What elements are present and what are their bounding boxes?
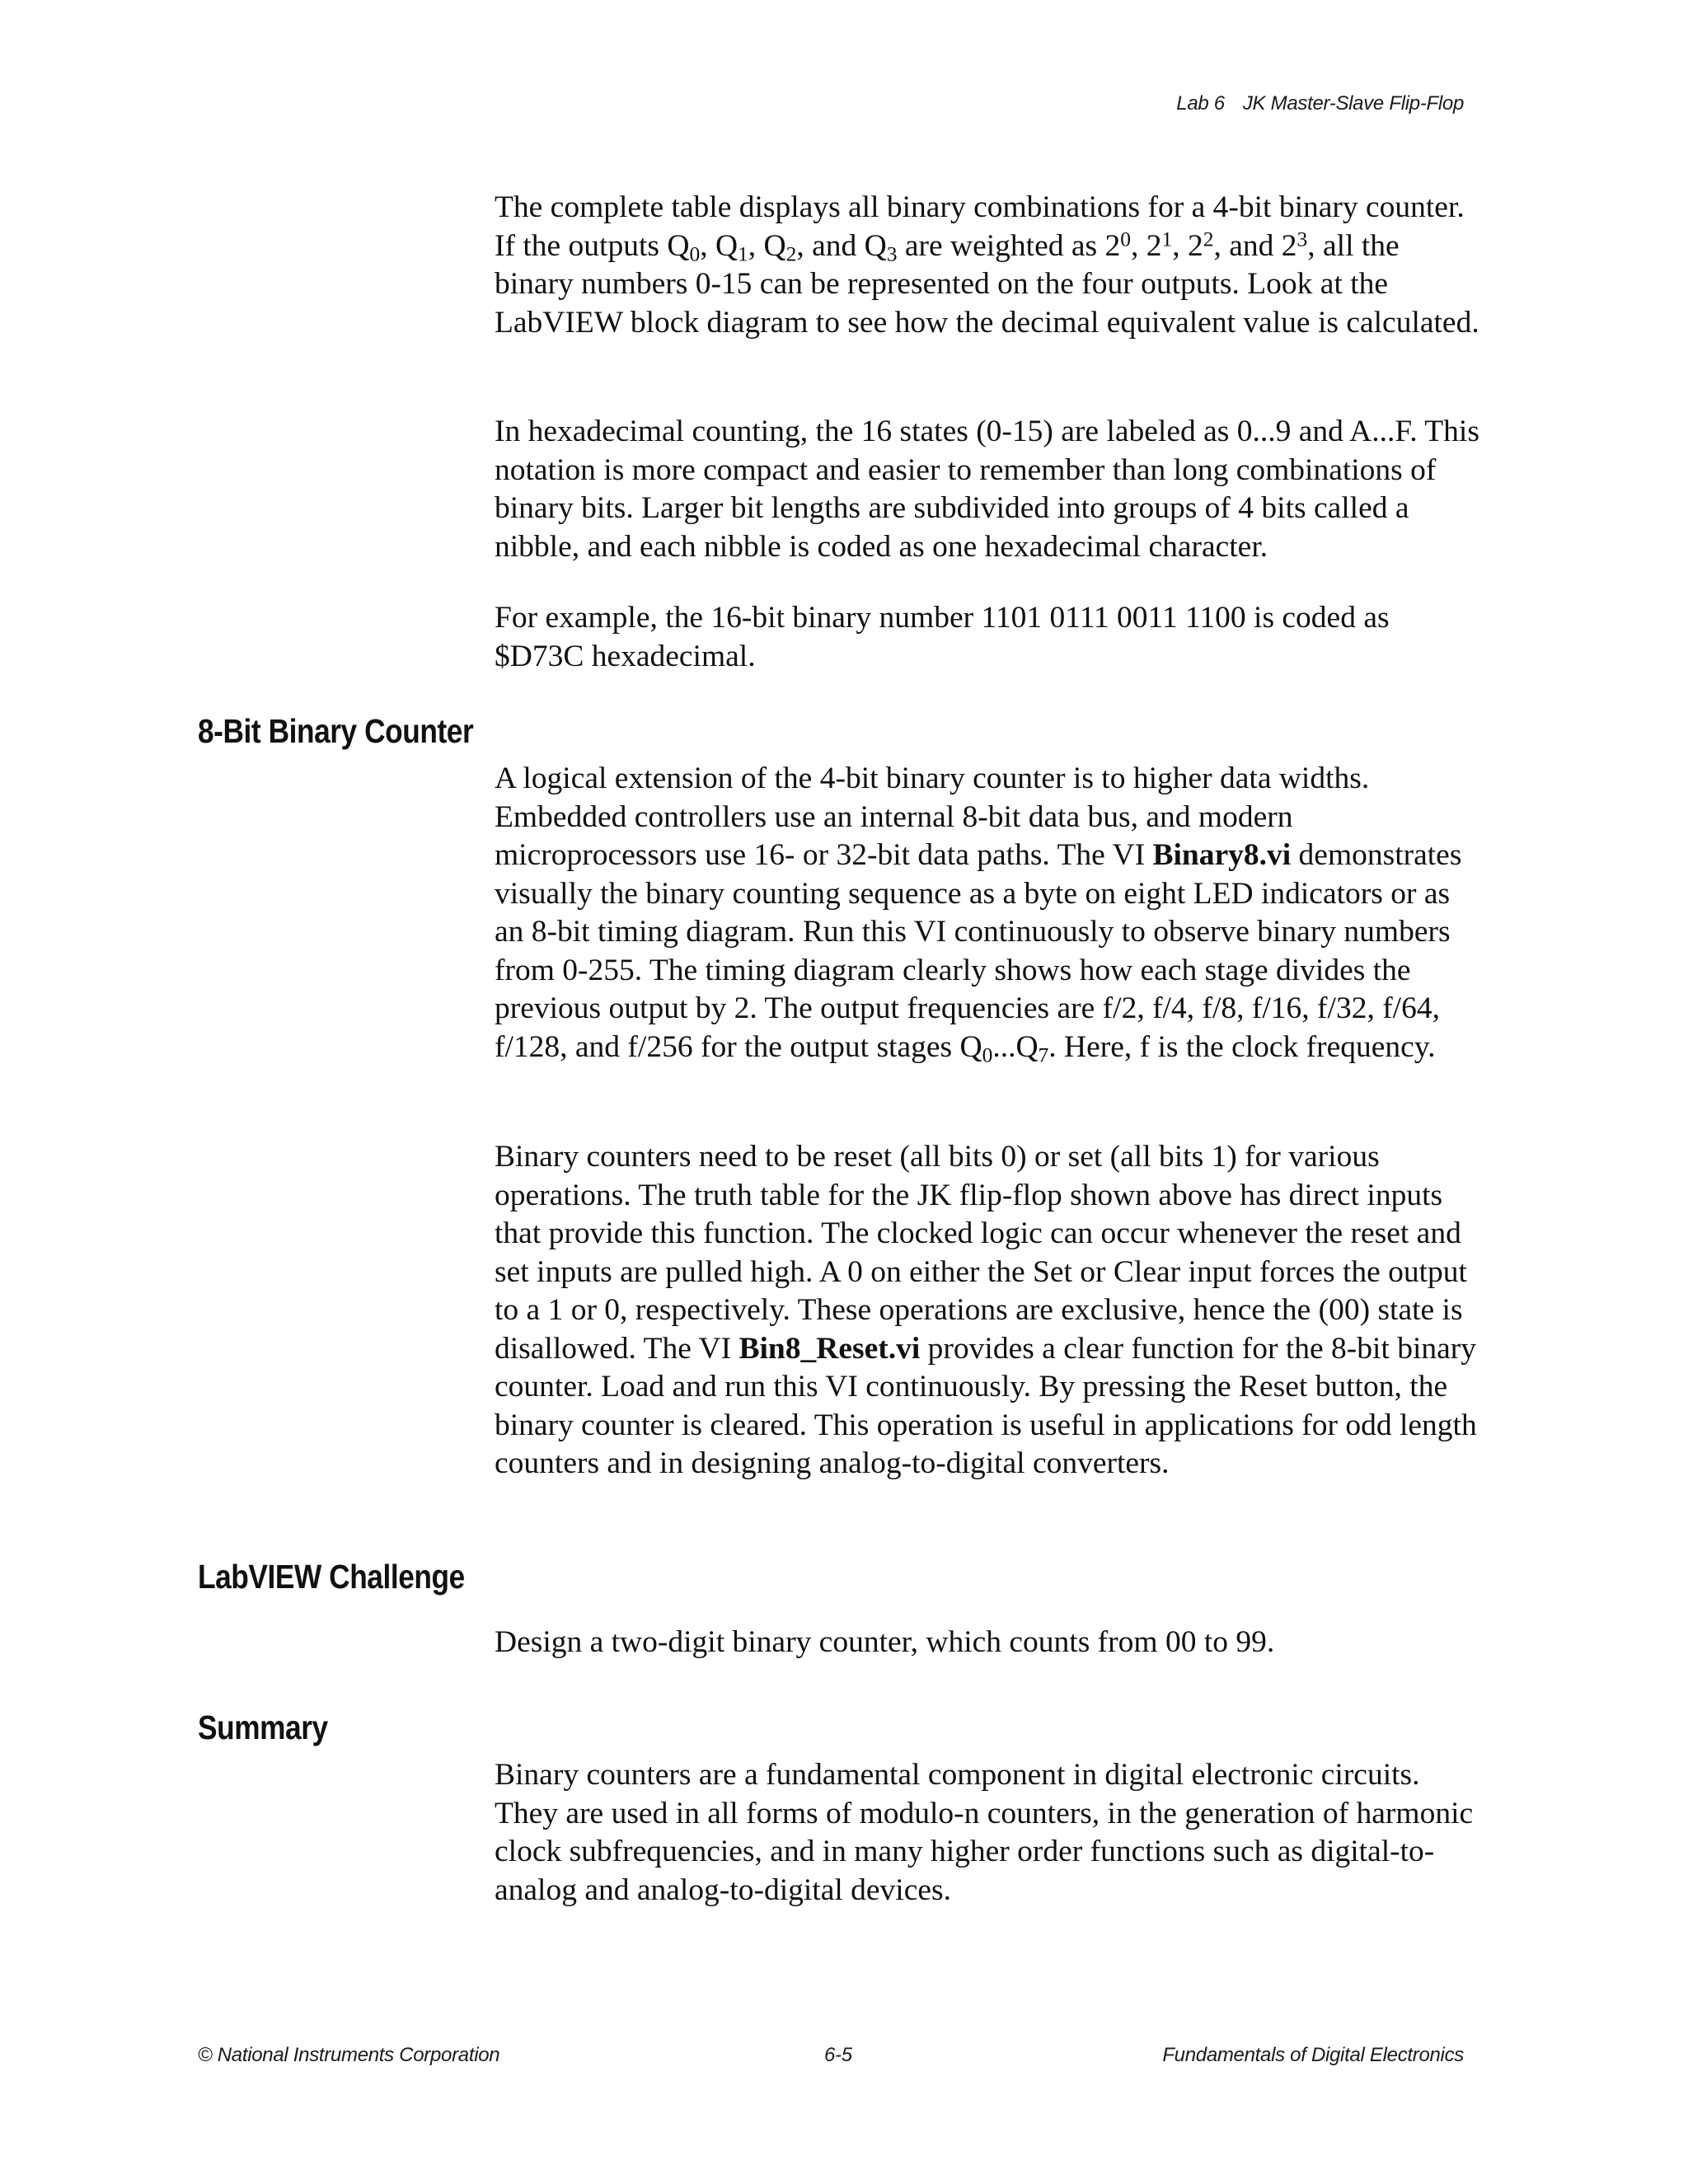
8bit-paragraph-2	[495, 1138, 1484, 1483]
footer-copyright: © National Instruments Corporation	[198, 2044, 500, 2066]
superscript: 1	[1161, 227, 1173, 251]
paragraph-text: In hexadecimal counting, the 16 states (0-15) are labeled as 0...9 and A...F. This notation is more compact and easier to remember than long combinations of binary bits. Larger bit lengths are subdivided into groups of 4 bits called a nibble, and each nibble is coded as one hexadecimal character.	[495, 415, 1479, 564]
text-run: are weighted as 2	[897, 228, 1121, 263]
intro-paragraph-2	[495, 413, 1484, 566]
text-run: provides a clear function for the 8-bit binary counter. Load and run this VI continuously. By pressing the Reset button, the binary counter is cleared. This operation is useful in applications for odd length counters and in designing analog-to-digital converters.	[495, 1331, 1477, 1480]
text-run: , Q	[700, 228, 738, 263]
8bit-paragraph-1	[495, 760, 1484, 1066]
summary-paragraph	[495, 1756, 1484, 1910]
text-run: , and 2	[1213, 228, 1297, 263]
subscript: 3	[886, 241, 898, 265]
text-run: ...Q	[992, 1029, 1039, 1064]
text-run: demonstrates visually the binary counting sequence as a byte on eight LED indicators or as an 8-bit timing diagram. Run this VI continuously to observe binary numbers from 0-255. The timing diagram clearly shows how each stage divides the previous output by 2. The output frequencies are f/2, f/4, f/8, f/16, f/32, f/64, f/128, and f/256 for the output stages Q	[495, 838, 1462, 1064]
text-run: , and Q	[796, 228, 887, 263]
vi-name: Binary8.vi	[1152, 838, 1292, 872]
subscript: 2	[785, 241, 797, 265]
header-title: JK Master-Slave Flip-Flop	[1242, 92, 1464, 115]
text-run: . Here, f is the clock frequency.	[1048, 1029, 1436, 1064]
paragraph-text: Design a two-digit binary counter, which counts from 00 to 99.	[495, 1625, 1275, 1659]
header-lab-number: Lab 6	[1176, 92, 1225, 115]
heading-labview-challenge: LabVIEW Challenge	[198, 1558, 465, 1596]
subscript: 7	[1038, 1042, 1049, 1066]
subscript: 0	[689, 241, 701, 265]
text-run: , 2	[1172, 228, 1203, 263]
footer-page-number: 6-5	[824, 2044, 852, 2066]
text-run: A logical extension of the 4-bit binary counter is to higher data widths. Embedded controllers use an internal 8-bit data bus, and modern microprocessors use 16- or 32-bit data paths. The VI	[495, 762, 1370, 872]
paragraph-text: Binary counters are a fundamental component in digital electronic circuits. They are used in all forms of modulo-n counters, in the generation of harmonic clock subfrequencies, and in many higher order functions such as digital-to-analog and analog-to-digital devices.	[495, 1758, 1474, 1907]
running-header	[1176, 92, 1464, 115]
subscript: 0	[982, 1042, 993, 1066]
heading-summary: Summary	[198, 1708, 328, 1746]
intro-paragraph-1	[495, 189, 1484, 342]
text-run: , 2	[1130, 228, 1162, 263]
text-run: , all the binary numbers 0-15 can be represented on the four outputs. Look at the LabVIEW block diagram to see how the decimal equivalent value is calculated.	[495, 228, 1479, 340]
text-run: Binary counters need to be reset (all bits 0) or set (all bits 1) for various operations. The truth table for the JK flip-flop shown above has direct inputs that provide this function. The clocked logic can occur whenever the reset and set inputs are pulled high. A 0 on either the Set or Clear input forces the output to a 1 or 0, respectively. These operations are exclusive, hence the (00) state is disallowed. The VI	[495, 1140, 1467, 1366]
heading-8bit-binary-counter: 8-Bit Binary Counter	[198, 712, 474, 750]
footer-book-title: Fundamentals of Digital Electronics	[1162, 2044, 1464, 2066]
intro-paragraph-3	[495, 599, 1484, 676]
superscript: 0	[1120, 227, 1131, 251]
text-run: The complete table displays all binary combinations for a 4-bit binary counter. If the outputs Q	[495, 190, 1465, 263]
subscript: 1	[738, 241, 748, 265]
superscript: 3	[1296, 227, 1308, 251]
text-run: , Q	[748, 228, 786, 263]
superscript: 2	[1203, 227, 1214, 251]
paragraph-text: For example, the 16-bit binary number 1101 0111 0011 1100 is coded as $D73C hexadecimal.	[495, 601, 1390, 673]
challenge-paragraph	[495, 1624, 1484, 1662]
vi-name: Bin8_Reset.vi	[738, 1331, 921, 1366]
